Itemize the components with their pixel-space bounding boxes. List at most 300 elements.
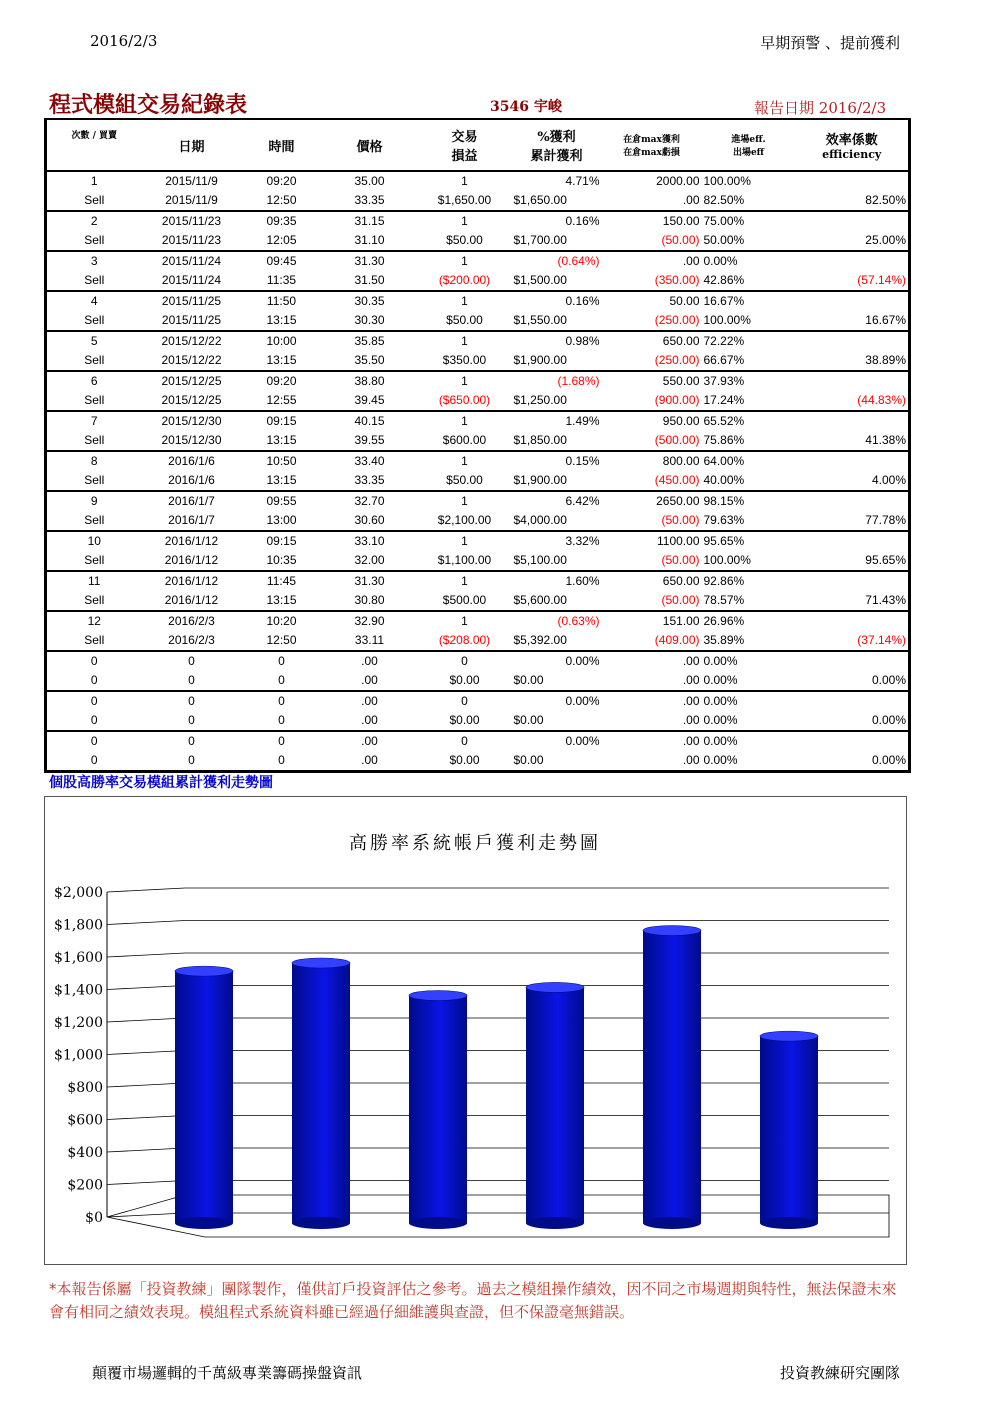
cell-pl: $0.00 bbox=[418, 751, 512, 772]
cell-d1: 2015/11/25 bbox=[142, 291, 242, 311]
cell-d2: 2016/2/3 bbox=[142, 631, 242, 651]
cell-t2: 13:15 bbox=[242, 351, 322, 371]
cell-p2: 31.10 bbox=[322, 231, 418, 251]
table-row bbox=[46, 211, 910, 231]
table-row bbox=[46, 291, 910, 311]
cell-e2: 17.24% bbox=[702, 391, 796, 411]
chart-title: 高勝率系統帳戶獲利走勢圖 bbox=[349, 833, 601, 854]
grid-diagonal bbox=[107, 1116, 185, 1120]
cell-d2: 2015/12/30 bbox=[142, 431, 242, 451]
table-row bbox=[46, 391, 910, 411]
cell-eff: (44.83%) bbox=[796, 391, 910, 411]
cell-p1: 33.40 bbox=[322, 451, 418, 471]
cell-empty bbox=[796, 291, 910, 311]
cell-mx2: (50.00) bbox=[602, 551, 702, 571]
cell-t2: 13:00 bbox=[242, 511, 322, 531]
table-row bbox=[46, 351, 910, 371]
cell-e1: 75.00% bbox=[702, 211, 796, 231]
cell-t1: 09:35 bbox=[242, 211, 322, 231]
cell-e2: 35.89% bbox=[702, 631, 796, 651]
cell-d2: 2016/1/12 bbox=[142, 551, 242, 571]
bar-base bbox=[409, 1217, 467, 1229]
cell-p2: 30.30 bbox=[322, 311, 418, 331]
cell-eff: 77.78% bbox=[796, 511, 910, 531]
col-efficiency-top: 效率係數 bbox=[825, 133, 878, 148]
table-row bbox=[46, 591, 910, 611]
cell-n: 5 bbox=[46, 331, 142, 351]
col-pct bbox=[512, 119, 602, 171]
cell-p2: 35.50 bbox=[322, 351, 418, 371]
cell-t2: 13:15 bbox=[242, 311, 322, 331]
bar bbox=[175, 971, 233, 1223]
cell-p1: 30.35 bbox=[322, 291, 418, 311]
cell-n: 0 bbox=[46, 691, 142, 711]
cell-e2: 0.00% bbox=[702, 711, 796, 731]
cell-n: 1 bbox=[46, 171, 142, 191]
bar-base bbox=[760, 1217, 818, 1229]
table-row bbox=[46, 271, 910, 291]
bar bbox=[760, 1036, 818, 1223]
cell-e1: 95.65% bbox=[702, 531, 796, 551]
cell-t2: 11:35 bbox=[242, 271, 322, 291]
cell-q: 1 bbox=[418, 451, 512, 471]
cell-cum: $1,550.00 bbox=[512, 311, 602, 331]
grid-diagonal bbox=[107, 1148, 185, 1152]
cell-cum: $0.00 bbox=[512, 671, 602, 691]
cell-eff: 4.00% bbox=[796, 471, 910, 491]
cell-t2: 10:35 bbox=[242, 551, 322, 571]
col-eff bbox=[702, 119, 796, 171]
cell-p2: 30.60 bbox=[322, 511, 418, 531]
cell-mx2: (250.00) bbox=[602, 311, 702, 331]
table-row bbox=[46, 571, 910, 591]
cell-empty bbox=[796, 611, 910, 631]
cell-d2: 0 bbox=[142, 671, 242, 691]
cell-empty bbox=[796, 531, 910, 551]
cell-d1: 2015/12/25 bbox=[142, 371, 242, 391]
cell-mx1: 950.00 bbox=[602, 411, 702, 431]
cell-q: 1 bbox=[418, 371, 512, 391]
cell-mx1: 50.00 bbox=[602, 291, 702, 311]
table-row bbox=[46, 331, 910, 351]
cell-t2: 13:15 bbox=[242, 431, 322, 451]
col-count-side: 次數 / 買賣 bbox=[46, 119, 142, 171]
table-row bbox=[46, 531, 910, 551]
cell-n: 6 bbox=[46, 371, 142, 391]
cell-t1: 0 bbox=[242, 651, 322, 671]
table-row bbox=[46, 411, 910, 431]
cell-pct: (0.63%) bbox=[512, 611, 602, 631]
cell-t1: 11:45 bbox=[242, 571, 322, 591]
cell-side: Sell bbox=[46, 591, 142, 611]
cell-d2: 2015/12/25 bbox=[142, 391, 242, 411]
bar-base bbox=[643, 1217, 701, 1229]
grid-diagonal bbox=[107, 888, 185, 892]
cell-p2: 33.11 bbox=[322, 631, 418, 651]
col-max-top: 在倉max獲利 bbox=[623, 135, 680, 145]
cell-pl: $500.00 bbox=[418, 591, 512, 611]
cell-e1: 37.93% bbox=[702, 371, 796, 391]
col-eff-top: 進場eff. bbox=[731, 135, 766, 145]
cell-d1: 2015/12/22 bbox=[142, 331, 242, 351]
cell-pl: $0.00 bbox=[418, 711, 512, 731]
cell-e2: 40.00% bbox=[702, 471, 796, 491]
cell-q: 0 bbox=[418, 691, 512, 711]
cell-e1: 65.52% bbox=[702, 411, 796, 431]
cell-eff: (57.14%) bbox=[796, 271, 910, 291]
cell-d1: 0 bbox=[142, 731, 242, 751]
cell-p1: 32.70 bbox=[322, 491, 418, 511]
cell-mx1: .00 bbox=[602, 251, 702, 271]
cell-empty bbox=[796, 211, 910, 231]
bar bbox=[643, 931, 701, 1224]
cell-q: 1 bbox=[418, 571, 512, 591]
cell-p1: .00 bbox=[322, 731, 418, 751]
cell-n: 12 bbox=[46, 611, 142, 631]
grid-diagonal bbox=[107, 953, 185, 957]
cell-t1: 09:15 bbox=[242, 531, 322, 551]
cell-side: Sell bbox=[46, 391, 142, 411]
cell-eff: 71.43% bbox=[796, 591, 910, 611]
cell-p1: .00 bbox=[322, 691, 418, 711]
cell-side: Sell bbox=[46, 431, 142, 451]
footer-left: 顛覆市場邏輯的千萬級專業籌碼操盤資訊 bbox=[92, 1364, 363, 1382]
cell-t1: 10:20 bbox=[242, 611, 322, 631]
col-date: 日期 bbox=[142, 119, 242, 171]
bar-top bbox=[643, 926, 701, 936]
cell-p2: 33.35 bbox=[322, 191, 418, 211]
cell-pct: 6.42% bbox=[512, 491, 602, 511]
y-tick-label: $200 bbox=[67, 1177, 103, 1194]
cell-mx1: 800.00 bbox=[602, 451, 702, 471]
cell-pct: (1.68%) bbox=[512, 371, 602, 391]
cell-mx2: .00 bbox=[602, 751, 702, 772]
y-tick-label: $0 bbox=[85, 1210, 103, 1226]
cell-eff: 95.65% bbox=[796, 551, 910, 571]
profit-chart bbox=[44, 796, 907, 1265]
cell-empty bbox=[796, 331, 910, 351]
y-tick-label: $1,000 bbox=[54, 1047, 103, 1064]
cell-pl: ($200.00) bbox=[418, 271, 512, 291]
table-row bbox=[46, 431, 910, 451]
table-row bbox=[46, 511, 910, 531]
cell-pct: 3.32% bbox=[512, 531, 602, 551]
cell-d1: 2016/1/12 bbox=[142, 571, 242, 591]
cell-pct: 0.00% bbox=[512, 651, 602, 671]
cell-side: Sell bbox=[46, 551, 142, 571]
cell-t2: 0 bbox=[242, 711, 322, 731]
col-max bbox=[602, 119, 702, 171]
cell-mx1: .00 bbox=[602, 651, 702, 671]
col-time: 時間 bbox=[242, 119, 322, 171]
cell-n: 2 bbox=[46, 211, 142, 231]
cell-q: 1 bbox=[418, 411, 512, 431]
cell-side: Sell bbox=[46, 231, 142, 251]
cell-e2: 100.00% bbox=[702, 551, 796, 571]
cell-e1: 72.22% bbox=[702, 331, 796, 351]
cell-e1: 64.00% bbox=[702, 451, 796, 471]
cell-e1: 26.96% bbox=[702, 611, 796, 631]
cell-eff: 41.38% bbox=[796, 431, 910, 451]
bar bbox=[409, 996, 467, 1224]
cell-pl: $50.00 bbox=[418, 231, 512, 251]
cell-n: 8 bbox=[46, 451, 142, 471]
trade-table-body bbox=[46, 171, 910, 772]
cell-empty bbox=[796, 251, 910, 271]
cell-t1: 09:20 bbox=[242, 371, 322, 391]
cell-e2: 82.50% bbox=[702, 191, 796, 211]
cell-q: 0 bbox=[418, 731, 512, 751]
cell-e2: 50.00% bbox=[702, 231, 796, 251]
cell-n: 10 bbox=[46, 531, 142, 551]
cell-eff: 16.67% bbox=[796, 311, 910, 331]
disclaimer: *本報告係屬「投資教練」團隊製作，僅供訂戶投資評估之參考。過去之模組操作績效，因不同之市場週期與特性，無法保證未來會有相同之績效表現。模組程式系統資料雖已經過仔細維護與查證，但不保證毫無錯誤。 bbox=[49, 1280, 897, 1321]
cell-pl: $1,650.00 bbox=[418, 191, 512, 211]
table-row bbox=[46, 751, 910, 772]
cell-pct: 0.98% bbox=[512, 331, 602, 351]
bar bbox=[526, 987, 584, 1223]
cell-empty bbox=[796, 491, 910, 511]
cell-cum: $5,100.00 bbox=[512, 551, 602, 571]
cell-p1: .00 bbox=[322, 651, 418, 671]
cell-cum: $4,000.00 bbox=[512, 511, 602, 531]
cell-d1: 0 bbox=[142, 691, 242, 711]
cell-empty bbox=[796, 731, 910, 751]
cell-t2: 0 bbox=[242, 671, 322, 691]
cell-t2: 0 bbox=[242, 751, 322, 772]
cell-eff: 38.89% bbox=[796, 351, 910, 371]
cell-empty bbox=[796, 371, 910, 391]
cell-p2: 39.55 bbox=[322, 431, 418, 451]
cell-p1: 32.90 bbox=[322, 611, 418, 631]
cell-q: 1 bbox=[418, 211, 512, 231]
cell-eff: 0.00% bbox=[796, 751, 910, 772]
cell-d1: 2015/11/9 bbox=[142, 171, 242, 191]
cell-n: 0 bbox=[46, 731, 142, 751]
y-tick-label: $1,600 bbox=[54, 950, 103, 966]
table-row bbox=[46, 471, 910, 491]
cell-e1: 92.86% bbox=[702, 571, 796, 591]
grid-diagonal bbox=[107, 1051, 185, 1055]
y-tick-label: $2,000 bbox=[54, 885, 103, 901]
table-row bbox=[46, 611, 910, 631]
cell-t2: 13:15 bbox=[242, 471, 322, 491]
cell-p2: .00 bbox=[322, 751, 418, 772]
cell-side: Sell bbox=[46, 351, 142, 371]
table-row bbox=[46, 451, 910, 471]
grid-diagonal bbox=[107, 1181, 185, 1185]
cell-p1: 31.15 bbox=[322, 211, 418, 231]
cell-mx1: 150.00 bbox=[602, 211, 702, 231]
cell-empty bbox=[796, 691, 910, 711]
bar-base bbox=[175, 1217, 233, 1229]
cell-mx2: (50.00) bbox=[602, 511, 702, 531]
cell-pl: $50.00 bbox=[418, 311, 512, 331]
table-row bbox=[46, 711, 910, 731]
cell-side: Sell bbox=[46, 271, 142, 291]
cell-q: 1 bbox=[418, 291, 512, 311]
cell-e2: 75.86% bbox=[702, 431, 796, 451]
cell-pl: $600.00 bbox=[418, 431, 512, 451]
cell-t2: 12:55 bbox=[242, 391, 322, 411]
cell-side: 0 bbox=[46, 751, 142, 772]
cell-empty bbox=[796, 651, 910, 671]
trade-table bbox=[44, 118, 911, 773]
cell-p1: 31.30 bbox=[322, 251, 418, 271]
cell-q: 1 bbox=[418, 611, 512, 631]
cell-side: Sell bbox=[46, 511, 142, 531]
cell-q: 1 bbox=[418, 491, 512, 511]
cell-p2: 39.45 bbox=[322, 391, 418, 411]
cell-side: 0 bbox=[46, 711, 142, 731]
grid-diagonal bbox=[107, 1083, 185, 1087]
cell-pl: $0.00 bbox=[418, 671, 512, 691]
cell-q: 1 bbox=[418, 331, 512, 351]
stock-name: 3546 宇峻 bbox=[490, 99, 562, 115]
cell-d1: 2016/2/3 bbox=[142, 611, 242, 631]
cell-mx2: (500.00) bbox=[602, 431, 702, 451]
table-row bbox=[46, 231, 910, 251]
bar-top bbox=[292, 958, 350, 968]
cell-mx2: (250.00) bbox=[602, 351, 702, 371]
table-row bbox=[46, 691, 910, 711]
cell-n: 3 bbox=[46, 251, 142, 271]
cell-e1: 0.00% bbox=[702, 731, 796, 751]
cell-t1: 10:50 bbox=[242, 451, 322, 471]
cell-p1: 31.30 bbox=[322, 571, 418, 591]
cell-e1: 100.00% bbox=[702, 171, 796, 191]
y-tick-label: $400 bbox=[67, 1145, 103, 1161]
header-slogan: 早期預警 、提前獲利 bbox=[760, 34, 900, 52]
cell-eff: 0.00% bbox=[796, 671, 910, 691]
cell-pct: 0.15% bbox=[512, 451, 602, 471]
cell-pct: 0.16% bbox=[512, 291, 602, 311]
table-row bbox=[46, 551, 910, 571]
bar-base bbox=[526, 1217, 584, 1229]
cell-n: 11 bbox=[46, 571, 142, 591]
chart-caption: 個股高勝率交易模組累計獲利走勢圖 bbox=[49, 775, 273, 791]
page-title: 程式模組交易紀錄表 bbox=[49, 92, 248, 118]
cell-mx2: (50.00) bbox=[602, 231, 702, 251]
cell-pct: 4.71% bbox=[512, 171, 602, 191]
col-efficiency bbox=[796, 119, 910, 171]
cell-e1: 16.67% bbox=[702, 291, 796, 311]
cell-p2: .00 bbox=[322, 711, 418, 731]
cell-d2: 2015/12/22 bbox=[142, 351, 242, 371]
cell-cum: $1,900.00 bbox=[512, 471, 602, 491]
cell-e2: 78.57% bbox=[702, 591, 796, 611]
cell-t2: 12:05 bbox=[242, 231, 322, 251]
cell-pct: 0.00% bbox=[512, 731, 602, 751]
cell-d1: 2016/1/12 bbox=[142, 531, 242, 551]
cell-cum: $1,250.00 bbox=[512, 391, 602, 411]
cell-d1: 2015/11/23 bbox=[142, 211, 242, 231]
y-tick-label: $1,200 bbox=[54, 1015, 103, 1031]
cell-p1: 40.15 bbox=[322, 411, 418, 431]
cell-t1: 0 bbox=[242, 691, 322, 711]
cell-cum: $1,500.00 bbox=[512, 271, 602, 291]
table-row bbox=[46, 311, 910, 331]
footer-right: 投資教練研究團隊 bbox=[779, 1364, 900, 1382]
cell-cum: $1,850.00 bbox=[512, 431, 602, 451]
cell-d2: 2015/11/23 bbox=[142, 231, 242, 251]
cell-empty bbox=[796, 411, 910, 431]
cell-e1: 98.15% bbox=[702, 491, 796, 511]
cell-cum: $5,392.00 bbox=[512, 631, 602, 651]
cell-pct: (0.64%) bbox=[512, 251, 602, 271]
cell-t1: 11:50 bbox=[242, 291, 322, 311]
bar-top bbox=[760, 1031, 818, 1041]
y-tick-label: $800 bbox=[67, 1080, 103, 1096]
cell-d2: 0 bbox=[142, 751, 242, 772]
cell-mx1: 151.00 bbox=[602, 611, 702, 631]
cell-mx2: (350.00) bbox=[602, 271, 702, 291]
cell-cum: $1,700.00 bbox=[512, 231, 602, 251]
cell-mx2: (50.00) bbox=[602, 591, 702, 611]
cell-e1: 0.00% bbox=[702, 651, 796, 671]
table-row bbox=[46, 251, 910, 271]
cell-pct: 1.60% bbox=[512, 571, 602, 591]
header-date: 2016/2/3 bbox=[90, 32, 158, 50]
report-date bbox=[754, 97, 886, 118]
table-row bbox=[46, 671, 910, 691]
cell-d2: 2015/11/9 bbox=[142, 191, 242, 211]
table-row bbox=[46, 171, 910, 191]
cell-mx1: 550.00 bbox=[602, 371, 702, 391]
cell-t1: 09:15 bbox=[242, 411, 322, 431]
report-date-label: 報告日期 bbox=[754, 99, 819, 117]
cell-d2: 2015/11/25 bbox=[142, 311, 242, 331]
cell-e1: 0.00% bbox=[702, 251, 796, 271]
cell-side: Sell bbox=[46, 631, 142, 651]
cell-side: Sell bbox=[46, 471, 142, 491]
grid-diagonal bbox=[107, 921, 185, 925]
cell-empty bbox=[796, 571, 910, 591]
cell-mx1: 2000.00 bbox=[602, 171, 702, 191]
report-date-value: 2016/2/3 bbox=[818, 99, 887, 117]
cell-mx1: .00 bbox=[602, 691, 702, 711]
cell-empty bbox=[796, 451, 910, 471]
table-row bbox=[46, 631, 910, 651]
cell-p2: .00 bbox=[322, 671, 418, 691]
cell-cum: $0.00 bbox=[512, 711, 602, 731]
cell-pct: 0.00% bbox=[512, 691, 602, 711]
cell-eff: 0.00% bbox=[796, 711, 910, 731]
cell-d1: 2015/11/24 bbox=[142, 251, 242, 271]
col-price: 價格 bbox=[322, 119, 418, 171]
cell-eff: 82.50% bbox=[796, 191, 910, 211]
cell-d1: 0 bbox=[142, 651, 242, 671]
cell-mx2: .00 bbox=[602, 671, 702, 691]
col-trade-pl-bottom: 損益 bbox=[451, 149, 478, 164]
cell-t2: 12:50 bbox=[242, 191, 322, 211]
bar-top bbox=[175, 966, 233, 976]
grid-diagonal bbox=[107, 986, 185, 990]
cell-p2: 31.50 bbox=[322, 271, 418, 291]
cell-d1: 2015/12/30 bbox=[142, 411, 242, 431]
cell-p1: 35.85 bbox=[322, 331, 418, 351]
cell-mx2: (409.00) bbox=[602, 631, 702, 651]
bar bbox=[292, 963, 350, 1223]
cell-eff: (37.14%) bbox=[796, 631, 910, 651]
cell-d2: 2016/1/12 bbox=[142, 591, 242, 611]
cell-p1: 35.00 bbox=[322, 171, 418, 191]
profit-chart-svg bbox=[45, 797, 906, 1264]
cell-n: 4 bbox=[46, 291, 142, 311]
cell-cum: $1,650.00 bbox=[512, 191, 602, 211]
cell-t1: 09:55 bbox=[242, 491, 322, 511]
cell-t2: 13:15 bbox=[242, 591, 322, 611]
